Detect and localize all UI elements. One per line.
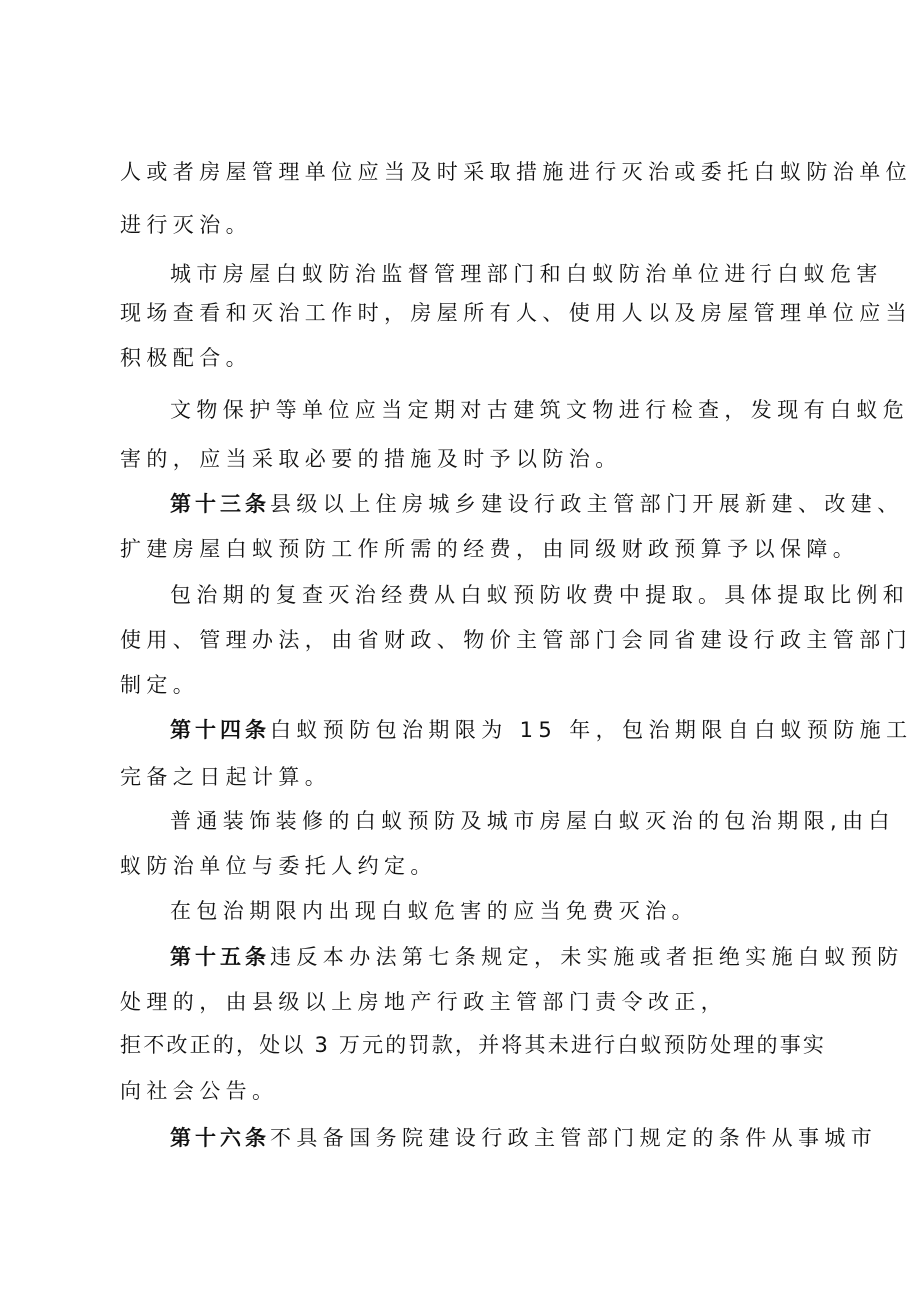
text-line: 完备之日起计算。 [120, 765, 332, 789]
text-line: 向社会公告。 [120, 1079, 279, 1103]
text-line: 城市房屋白蚁防治监督管理部门和白蚁防治单位进行白蚁危害 [170, 262, 883, 286]
article-15-line [170, 942, 904, 972]
text-line: 文物保护等单位应当定期对古建筑文物进行检查，发现有白蚁危 [170, 398, 910, 422]
text-line: 蚁防治单位与委托人约定。 [120, 854, 437, 878]
article-heading: 第十三条 [170, 492, 270, 516]
text-line: 普通装饰装修的白蚁预防及城市房屋白蚁灭治的包治期限,由白 [170, 809, 895, 833]
article-text: 违反本办法第七条规定，未实施或者拒绝实施白蚁预防 [270, 945, 904, 969]
text-line: 处理的，由县级以上房地产行政主管部门责令改正， [120, 990, 728, 1014]
text-line: 积极配合。 [120, 346, 252, 370]
article-14-line [170, 715, 913, 745]
article-16-line [170, 1123, 878, 1153]
text-line: 使用、管理办法，由省财政、物价主管部门会同省建设行政主管部门 [120, 628, 912, 652]
text-line: 在包治期限内出现白蚁危害的应当免费灭治。 [170, 899, 698, 923]
text-line: 扩建房屋白蚁预防工作所需的经费，由同级财政预算予以保障。 [120, 537, 860, 561]
article-text: 不具备国务院建设行政主管部门规定的条件从事城市 [270, 1126, 878, 1150]
text-line: 制定。 [120, 673, 200, 697]
article-text: 白蚁预防包治期限为 15 年，包治期限自白蚁预防施工 [270, 718, 913, 742]
article-13-line [170, 489, 904, 519]
text-line: 拒不改正的，处以 3 万元的罚款，并将其未进行白蚁预防处理的事实 [120, 1033, 827, 1057]
text-line: 进行灭治。 [120, 213, 252, 237]
text-line: 现场查看和灭治工作时，房屋所有人、使用人以及房屋管理单位应当 [120, 301, 912, 325]
article-heading: 第十六条 [170, 1126, 270, 1150]
article-heading: 第十五条 [170, 945, 270, 969]
text-line: 害的，应当采取必要的措施及时予以防治。 [120, 447, 622, 471]
text-line: 人或者房屋管理单位应当及时采取措施进行灭治或委托白蚁防治单位 [120, 160, 912, 184]
article-heading: 第十四条 [170, 718, 270, 742]
article-text: 县级以上住房城乡建设行政主管部门开展新建、改建、 [270, 492, 904, 516]
text-line: 包治期的复查灭治经费从白蚁预防收费中提取。具体提取比例和 [170, 583, 910, 607]
